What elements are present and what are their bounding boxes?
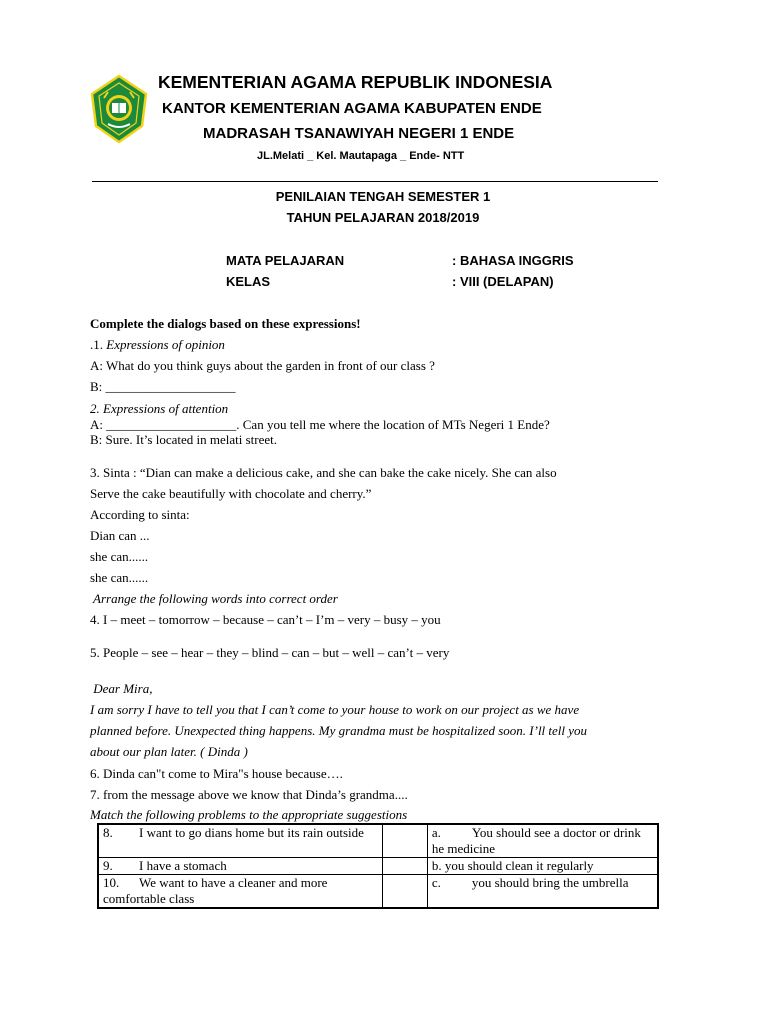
- problem-text: We want to have a cleaner and more comfortable class: [103, 875, 328, 906]
- q3-dian: Dian can ...: [90, 528, 150, 543]
- letter-line-1: I am sorry I have to tell you that I can’t come to your house to work on our project as we have: [90, 702, 580, 717]
- match-table: [97, 823, 659, 909]
- table-row: [98, 875, 658, 909]
- header-divider: [92, 181, 658, 182]
- exam-title: PENILAIAN TENGAH SEMESTER 1: [275, 189, 491, 204]
- q3-according: According to sinta:: [90, 507, 190, 522]
- arrange-heading: Arrange the following words into correct order: [90, 591, 338, 606]
- q3-line-2: Serve the cake beautifully with chocolate and cherry.”: [90, 486, 372, 501]
- q1-heading: [90, 337, 225, 353]
- table-row: [98, 858, 658, 875]
- q3-she-can-2: she can......: [90, 570, 149, 585]
- header-office-name: KANTOR KEMENTERIAN AGAMA KABUPATEN ENDE: [162, 100, 542, 117]
- letter-greeting: Dear Mira,: [90, 681, 153, 696]
- q2-heading: 2. Expressions of attention: [90, 401, 229, 416]
- header-ministry-name: KEMENTERIAN AGAMA REPUBLIK INDONESIA: [158, 72, 553, 92]
- q1-heading-text: Expressions of opinion: [106, 337, 225, 352]
- letter-line-2: planned before. Unexpected thing happens. My grandma must be hospitalized soon. I’ll tell you: [90, 723, 588, 738]
- q7: 7. from the message above we know that Dinda’s grandma....: [90, 787, 408, 802]
- suggestion-text: You should see a doctor or drink he medicine: [431, 825, 641, 856]
- problem-text: I have a stomach: [139, 858, 227, 873]
- q1-line-b: B: ____________________: [90, 379, 236, 394]
- q6: 6. Dinda can"t come to Mira"s house because….: [90, 766, 343, 781]
- q2-line-a: A: ____________________. Can you tell me where the location of MTs Negeri 1 Ende?: [90, 417, 550, 432]
- table-row: [98, 824, 658, 858]
- suggestion-text: b. you should clean it regularly: [431, 858, 594, 873]
- problem-cell: [98, 875, 382, 909]
- subject-value: : BAHASA INGGRIS: [452, 253, 574, 268]
- answer-cell: [382, 858, 427, 875]
- header-address: JL.Melati _ Kel. Mautapaga _ Ende- NTT: [257, 150, 465, 162]
- suggestion-text: you should bring the umbrella: [471, 875, 629, 890]
- problem-number: 10.: [103, 875, 120, 890]
- match-heading: Match the following problems to the appropriate suggestions: [90, 807, 408, 822]
- q1-line-a: A: What do you think guys about the garden in front of our class ?: [90, 358, 435, 373]
- q2-line-b: B: Sure. It’s located in melati street.: [90, 432, 278, 447]
- problem-number: 8.: [103, 825, 113, 840]
- q5: 5. People – see – hear – they – blind – can – but – well – can’t – very: [90, 645, 450, 660]
- suggestion-letter: c.: [431, 875, 441, 890]
- subject-label: MATA PELAJARAN: [226, 253, 345, 268]
- answer-cell: [382, 875, 427, 909]
- q3-she-can-1: she can......: [90, 549, 149, 564]
- problem-text: I want to go dians home but its rain outside: [139, 825, 364, 840]
- suggestion-letter: a.: [431, 825, 441, 840]
- class-value: : VIII (DELAPAN): [452, 274, 554, 289]
- header-school-name: MADRASAH TSANAWIYAH NEGERI 1 ENDE: [203, 125, 515, 142]
- q4: 4. I – meet – tomorrow – because – can’t – I’m – very – busy – you: [90, 612, 441, 627]
- answer-cell: [382, 824, 427, 858]
- letter-line-3: about our plan later. ( Dinda ): [90, 744, 248, 759]
- q3-line-1: 3. Sinta : “Dian can make a delicious cake, and she can bake the cake nicely. She can also: [90, 465, 557, 480]
- instruction: Complete the dialogs based on these expressions!: [90, 316, 361, 331]
- class-label: KELAS: [226, 274, 271, 289]
- problem-cell: [98, 824, 382, 858]
- problem-number: 9.: [103, 858, 113, 873]
- exam-year: TAHUN PELAJARAN 2018/2019: [286, 210, 480, 225]
- suggestion-cell: [427, 824, 658, 858]
- problem-cell: [98, 858, 382, 875]
- q1-number: .1.: [90, 337, 107, 352]
- suggestion-cell: [427, 875, 658, 909]
- suggestion-cell: [427, 858, 658, 875]
- ministry-emblem-logo: [88, 74, 150, 144]
